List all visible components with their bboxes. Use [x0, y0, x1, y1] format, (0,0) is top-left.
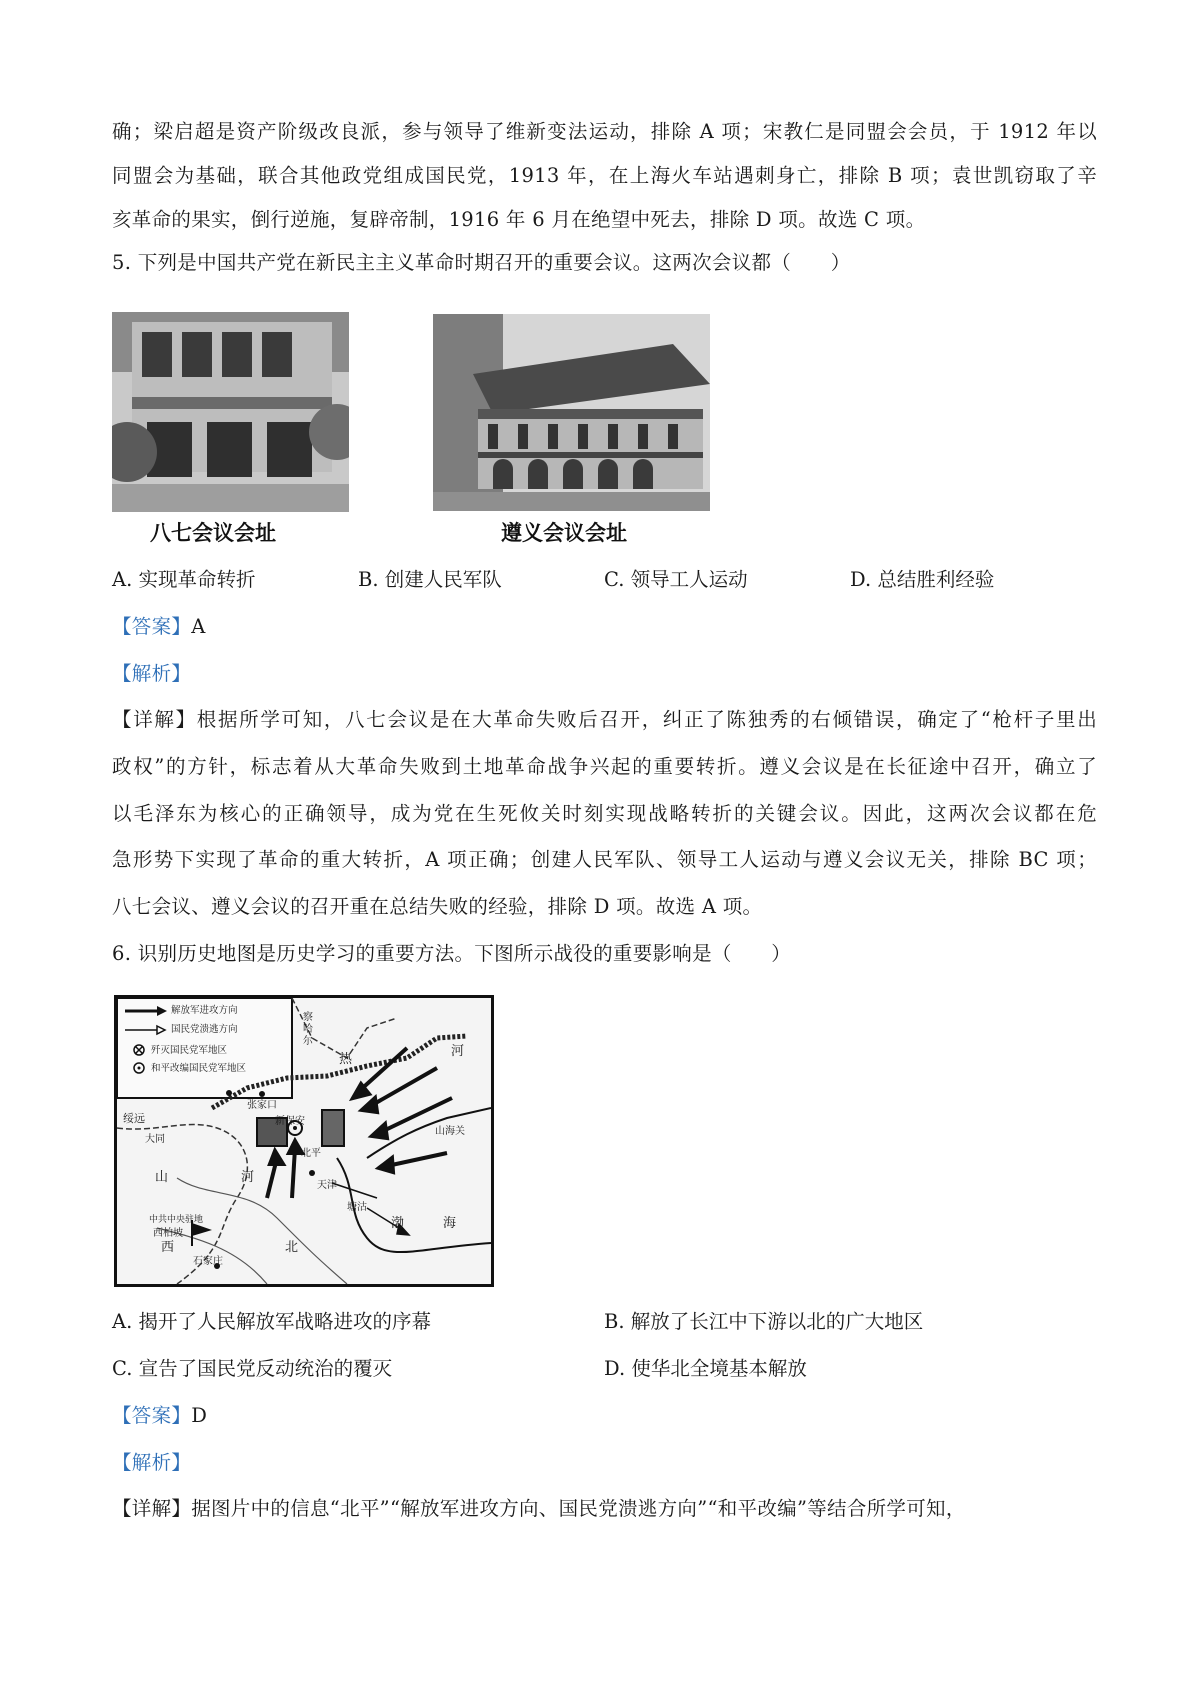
map-label-tianjin: 天津 [317, 1180, 337, 1191]
map-label-xi: 西 [161, 1240, 175, 1255]
photo-bayi-caption: 八七会议会址 [150, 521, 276, 545]
photo-zunyi-meeting-site [433, 314, 713, 554]
photo-bayi-meeting-site [112, 312, 352, 552]
legend-reorganized: 和平改编国民党军地区 [151, 1063, 247, 1074]
detail-line: 以毛泽东为核心的正确领导，成为党在生死攸关时刻实现战略转折的关键会议。因此，这两次会议都在危 [112, 802, 1097, 825]
map-label-shanhaiguan: 山海关 [435, 1126, 465, 1137]
battle-map [114, 995, 494, 1287]
legend-annihilated: 歼灭国民党军地区 [151, 1045, 228, 1056]
photo-zunyi-caption: 遵义会议会址 [501, 521, 627, 545]
analysis-tag: 【解析】 [112, 1451, 192, 1474]
photo-bayi-image [112, 312, 349, 512]
map-label-bo: 渤 [391, 1216, 405, 1231]
map-label-xibaipo: 西柏坡 [153, 1228, 183, 1239]
map-label-suiyuan: 绥远 [123, 1112, 145, 1125]
detail-tag: 【详解】 [112, 708, 197, 731]
map-label-re: 热 [339, 1052, 353, 1067]
detail-line [112, 706, 1097, 734]
option-b: B. 解放了长江中下游以北的广大地区 [604, 1310, 924, 1333]
analysis-line [112, 660, 1097, 688]
explanation-line: 同盟会为基础，联合其他政党组成国民党，1913 年，在上海火车站遇刺身亡，排除 B 项；袁世凯窃取了辛 [112, 164, 1097, 187]
map-label-tanggu: 塘沽 [347, 1202, 367, 1213]
map-label-chahaer: 察哈尔 [303, 1012, 313, 1047]
map-label-beiping: 北平 [301, 1148, 321, 1159]
detail-line [112, 1495, 1097, 1523]
map-label-bei: 北 [285, 1240, 299, 1255]
answer-tag: 【答案】 [112, 1404, 192, 1427]
option-d: D. 总结胜利经验 [850, 568, 995, 591]
map-label-datong: 大同 [145, 1134, 165, 1145]
answer-value: A [191, 615, 206, 638]
answer-tag: 【答案】 [112, 615, 192, 638]
explanation-line: 亥革命的果实，倒行逆施，复辟帝制，1916 年 6 月在绝望中死去，排除 D 项。故选 C 项。 [112, 208, 926, 231]
detail-text: 据图片中的信息“北平”“解放军进攻方向、国民党溃逃方向”“和平改编”等结合所学可知， [191, 1497, 966, 1520]
option-c: C. 宣告了国民党反动统治的覆灭 [112, 1357, 393, 1380]
detail-tag: 【详解】 [112, 1497, 192, 1520]
question-6-stem: 6. 识别历史地图是历史学习的重要方法。下图所示战役的重要影响是（ ） [112, 942, 792, 965]
photo-zunyi-image [433, 314, 710, 511]
legend-attack: 解放军进攻方向 [171, 1005, 238, 1016]
map-label-he: 河 [241, 1170, 255, 1185]
map-label-shijiazhuang: 石家庄 [193, 1256, 223, 1267]
detail-line: 八七会议、遵义会议的召开重在总结失败的经验，排除 D 项。故选 A 项。 [112, 895, 763, 918]
answer-line [112, 613, 1097, 641]
answer-value: D [191, 1404, 208, 1427]
question-5-stem: 5. 下列是中国共产党在新民主主义革命时期召开的重要会议。这两次会议都（ ） [112, 251, 851, 274]
map-label-zhangjiakou: 张家口 [247, 1100, 277, 1111]
option-d: D. 使华北全境基本解放 [604, 1357, 807, 1380]
analysis-line [112, 1449, 1097, 1477]
map-label-hq: 中共中央驻地 [149, 1215, 204, 1225]
detail-text: 根据所学可知，八七会议是在大革命失败后召开，纠正了陈独秀的右倾错误，确定了“枪杆子里出 [196, 708, 1097, 731]
map-label-xinbaoan: 新保安 [275, 1116, 305, 1127]
detail-line: 政权”的方针，标志着从大革命失败到土地革命战争兴起的重要转折。遵义会议是在长征途中召开，确立了 [112, 755, 1097, 778]
map-label-he2: 河 [451, 1044, 465, 1059]
option-c: C. 领导工人运动 [604, 568, 748, 591]
map-label-hai: 海 [443, 1216, 457, 1231]
answer-line [112, 1402, 1097, 1430]
option-b: B. 创建人民军队 [358, 568, 502, 591]
detail-line: 急形势下实现了革命的重大转折，A 项正确；创建人民军队、领导工人运动与遵义会议无关，排除 BC 项； [112, 848, 1097, 871]
map-label-shan: 山 [155, 1170, 169, 1185]
explanation-line: 确；梁启超是资产阶级改良派，参与领导了维新变法运动，排除 A 项；宋教仁是同盟会会员，于 1912 年以 [112, 120, 1097, 143]
analysis-tag: 【解析】 [112, 662, 192, 685]
option-a: A. 实现革命转折 [112, 568, 256, 591]
option-a: A. 揭开了人民解放军战略进攻的序幕 [112, 1310, 431, 1333]
legend-retreat: 国民党溃逃方向 [171, 1024, 238, 1035]
